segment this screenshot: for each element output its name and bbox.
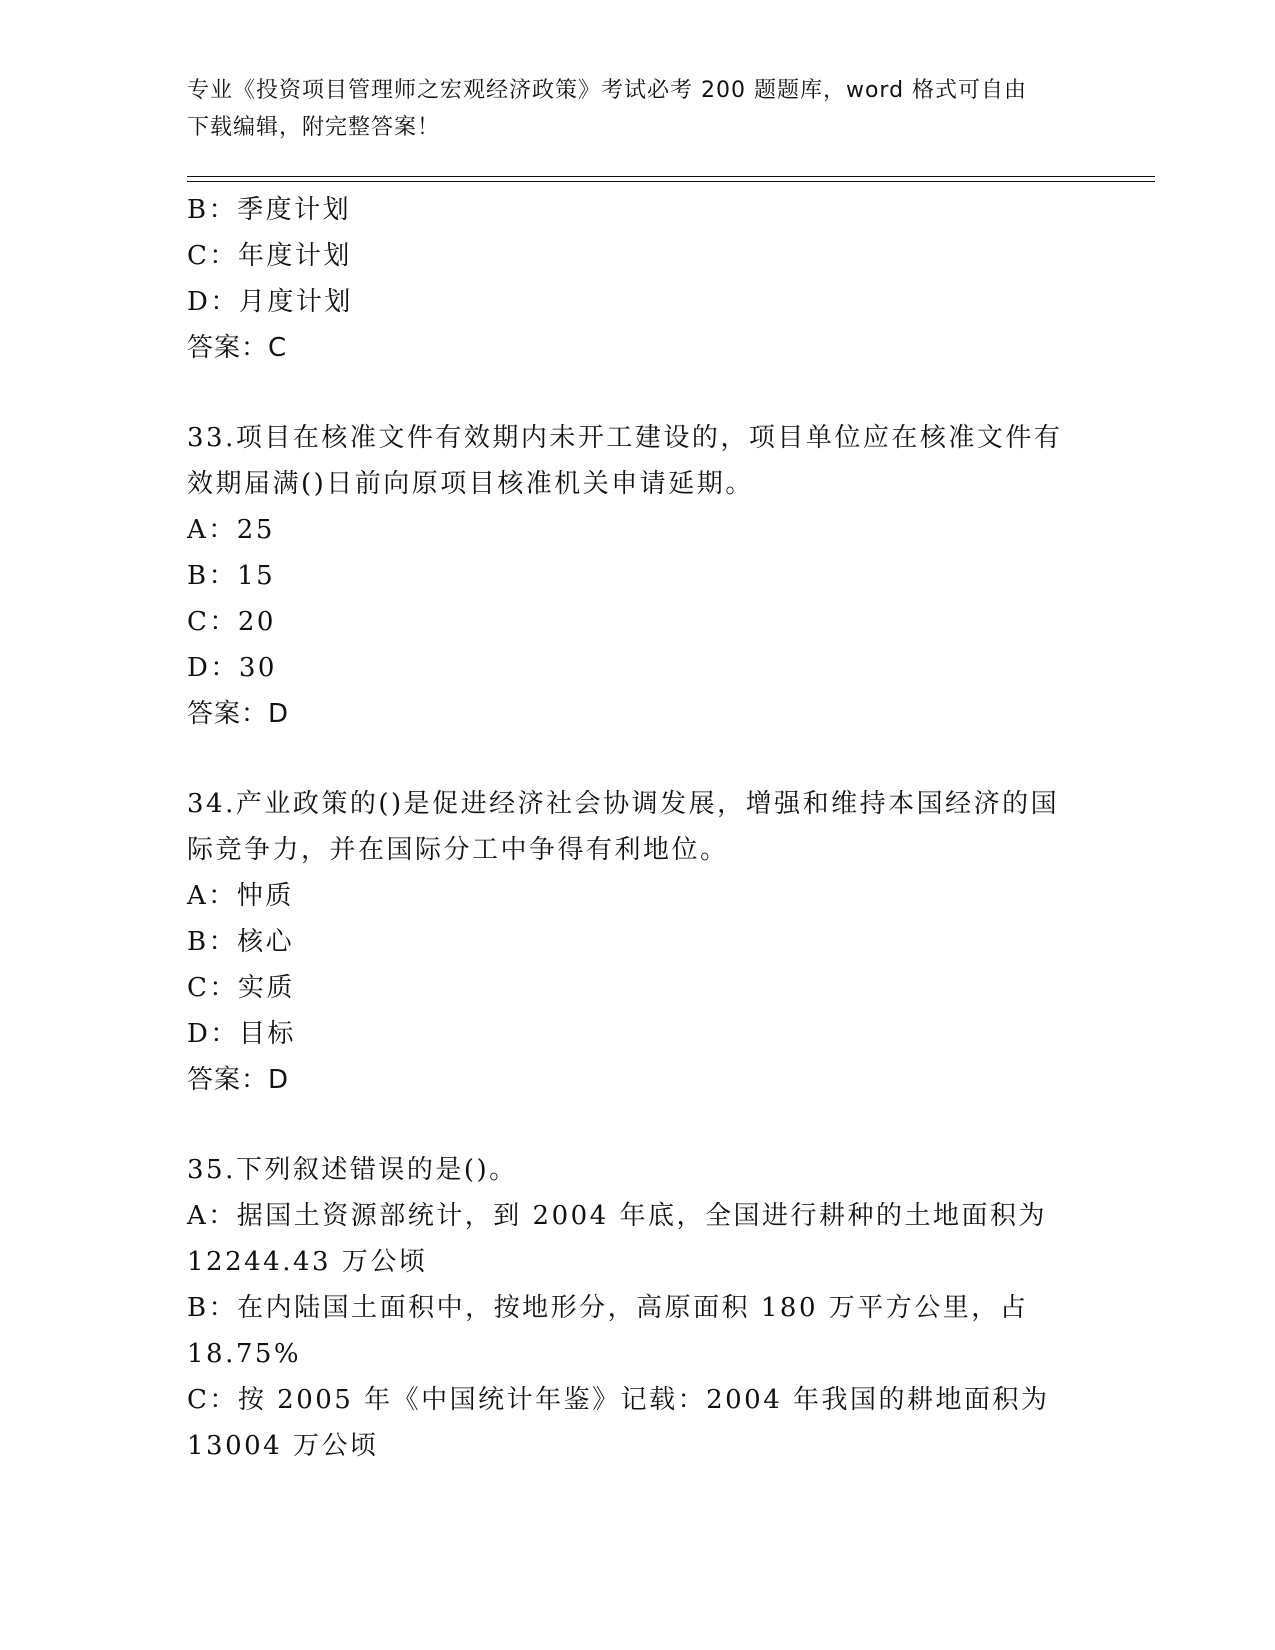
header-rule-top bbox=[187, 176, 1155, 177]
answer-line: 答案：C bbox=[187, 333, 288, 363]
question-stem-line: 33.项目在核准文件有效期内未开工建设的，项目单位应在核准文件有 bbox=[187, 423, 1063, 453]
header-rule-bottom bbox=[187, 181, 1155, 182]
document-header bbox=[187, 72, 1087, 146]
question-34 bbox=[187, 781, 1087, 1103]
option-b: B：在内陆国土面积中，按地形分，高原面积 180 万平方公里，占 bbox=[187, 1293, 1029, 1323]
option-d: D：月度计划 bbox=[187, 287, 353, 317]
option-d: D：目标 bbox=[187, 1019, 296, 1049]
question-stem-line: 效期届满()日前向原项目核准机关申请延期。 bbox=[187, 469, 754, 499]
question-stem-line: 34.产业政策的()是促进经济社会协调发展，增强和维持本国经济的国 bbox=[187, 789, 1060, 819]
prev-question bbox=[187, 187, 1087, 371]
question-stem-line: 际竞争力，并在国际分工中争得有利地位。 bbox=[187, 835, 729, 865]
header-line-1: 专业《投资项目管理师之宏观经济政策》考试必考 200 题题库，word 格式可自由 bbox=[187, 78, 1028, 103]
option-b-continued: 18.75% bbox=[187, 1339, 302, 1369]
header-line-2: 下载编辑，附完整答案！ bbox=[187, 115, 441, 140]
question-33 bbox=[187, 415, 1087, 737]
option-d: D：30 bbox=[187, 653, 277, 683]
option-a: A：据国土资源部统计，到 2004 年底，全国进行耕种的土地面积为 bbox=[187, 1201, 1047, 1231]
option-a: A：忡质 bbox=[187, 881, 294, 911]
option-b: B：核心 bbox=[187, 927, 295, 957]
answer-line: 答案：D bbox=[187, 1065, 290, 1095]
question-stem-line: 35.下列叙述错误的是()。 bbox=[187, 1155, 518, 1185]
question-35 bbox=[187, 1147, 1087, 1469]
option-c-continued: 13004 万公顷 bbox=[187, 1431, 379, 1461]
option-c: C：按 2005 年《中国统计年鉴》记载：2004 年我国的耕地面积为 bbox=[187, 1385, 1050, 1415]
question-content bbox=[187, 187, 1087, 1469]
option-c: C：实质 bbox=[187, 973, 295, 1003]
answer-line: 答案：D bbox=[187, 699, 290, 729]
option-c: C：年度计划 bbox=[187, 241, 352, 271]
option-b: B：季度计划 bbox=[187, 195, 352, 225]
option-a-continued: 12244.43 万公顷 bbox=[187, 1247, 428, 1277]
option-a: A：25 bbox=[187, 515, 275, 545]
option-b: B：15 bbox=[187, 561, 276, 591]
option-c: C：20 bbox=[187, 607, 276, 637]
